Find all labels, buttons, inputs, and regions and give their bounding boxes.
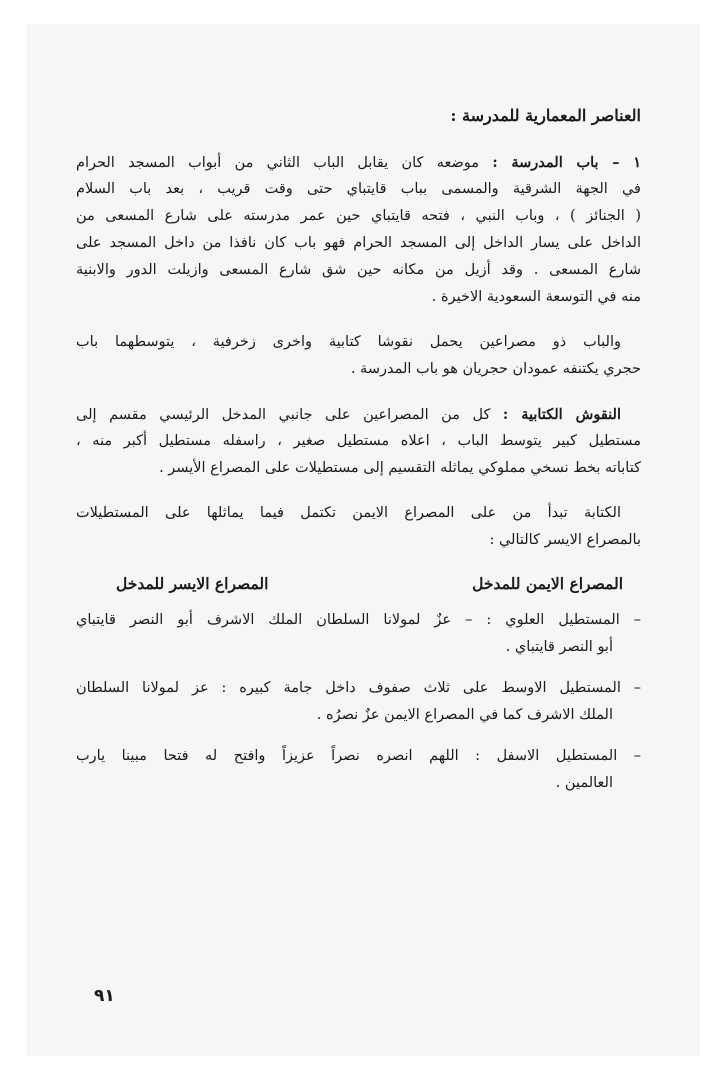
- text-line: – المستطيل العلوي : – عزٌ لمولانا السلطان الملك الاشرف أبو النصر قايتباي: [76, 612, 641, 628]
- text-line: والباب ذو مصراعين يحمل نقوشا كتابية واخرى زخرفية ، يتوسطهما باب: [76, 334, 621, 350]
- text-line: منه في التوسعة السعودية الاخيرة .: [431, 289, 641, 305]
- inscription-entry-lower: [76, 743, 641, 797]
- text-line: حجري يكتنفه عمودان حجريان هو باب المدرسة .: [350, 361, 641, 377]
- text-line: كل من المصراعين على جانبي المدخل الرئيسي مقسم إلى: [76, 407, 491, 423]
- text-line: – المستطيل الاوسط على ثلاث صفوف داخل جامة كبيره : عز لمولانا السلطان: [76, 680, 641, 696]
- inscriptions-paragraph: [76, 401, 641, 482]
- page-number: ٩١: [94, 986, 115, 1006]
- text-line: الكتابة تبدأ من على المصراع الايمن تكتمل فيما يماثلها على المستطيلات: [76, 505, 621, 521]
- right-leaf-heading: المصراع الايمن للمدخل: [472, 574, 623, 593]
- book-page: [26, 24, 700, 1056]
- text-line: الملك الاشرف كما في المصراع الايمن عزٌ نصرُه .: [316, 707, 613, 723]
- gate-heading: ١ – باب المدرسة :: [492, 154, 641, 171]
- text-line: ( الجنائز ) ، وباب النبي ، فتحه قايتباي حين عمر مدرسته على شارع المسعى من: [76, 208, 641, 224]
- text-line: العالمين .: [555, 775, 613, 791]
- door-paragraph: [76, 329, 641, 383]
- text-line: بالمصراع الايسر كالتالي :: [489, 532, 641, 548]
- page-content: [76, 102, 641, 797]
- text-line: في الجهة الشرقية والمسمى بباب قايتباي حتى وقت قريب ، بعد باب السلام: [76, 181, 641, 197]
- text-line: مستطيل كبير يتوسط الباب ، اعلاه مستطيل صغير ، راسفله مستطيل أكبر منه ،: [76, 433, 641, 449]
- left-leaf-heading: المصراع الايسر للمدخل: [116, 574, 269, 593]
- text-line: – المستطيل الاسفل : اللهم انصره نصراً عزيزاً وافتح له فتحا مبينا يارب: [76, 748, 641, 764]
- inscriptions-heading: النقوش الكتابية :: [502, 406, 622, 423]
- text-line: أبو النصر قايتباي .: [505, 639, 613, 655]
- gate-paragraph: [76, 149, 641, 311]
- text-line: شارع المسعى . وقد أزيل من مكانه حين شق شارع المسعى وازيلت الدور والابنية: [76, 262, 641, 278]
- text-line: موضعه كان يقابل الباب الثاني من أبواب المسجد الحرام: [76, 155, 480, 171]
- writing-paragraph: [76, 500, 641, 554]
- section-title: العناصر المعمارية للمدرسة :: [450, 106, 641, 125]
- inscription-entry-upper: [76, 607, 641, 661]
- column-headings: [76, 574, 641, 593]
- text-line: كتاباته بخط نسخي مملوكي يماثله التقسيم إلى مستطيلات على المصراع الأيسر .: [159, 460, 641, 476]
- text-line: الداخل على يسار الداخل إلى المسجد الحرام فهو باب كان نافذا من داخل المسجد على: [76, 235, 641, 251]
- inscription-entry-middle: [76, 675, 641, 729]
